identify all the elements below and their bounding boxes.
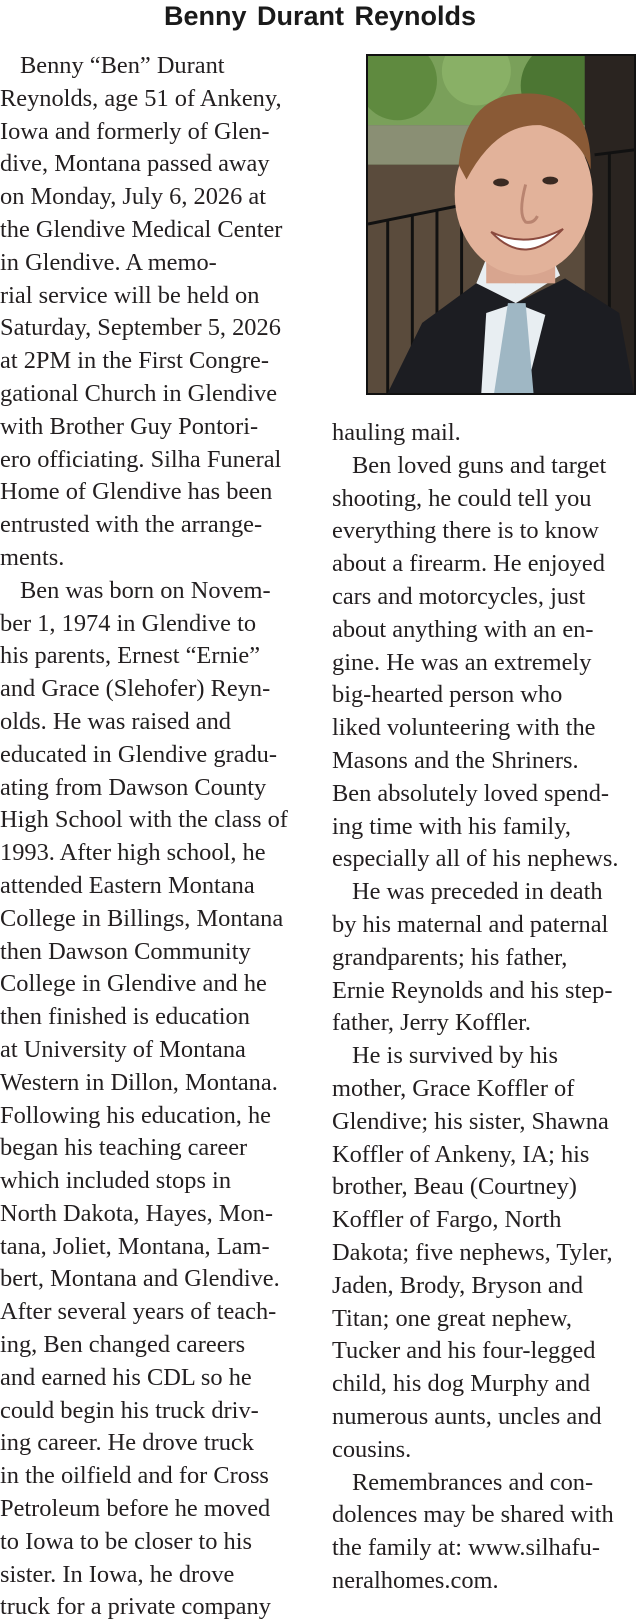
text-line: Ben absolutely loved spend- [332, 779, 610, 807]
text-line: educated in Glendive gradu- [0, 740, 277, 768]
text-line: Following his education, he [0, 1101, 271, 1129]
text-line: truck for a private company [0, 1593, 271, 1621]
text-line: especially all of his nephews. [332, 845, 619, 873]
text-line: olds. He was raised and [0, 707, 231, 735]
text-line: 1993. After high school, he [0, 839, 266, 867]
text-line: Titan; one great nephew, [332, 1304, 573, 1332]
text-line: entrusted with the arrange- [0, 511, 263, 539]
text-line: He was preceded in death [352, 878, 603, 906]
text-line: Ernie Reynolds and his step- [332, 976, 613, 1004]
text-line: ing, Ben changed careers [0, 1331, 246, 1359]
text-line: to Iowa to be closer to his [0, 1527, 252, 1555]
text-line: brother, Beau (Courtney) [332, 1173, 577, 1201]
text-line: Masons and the Shriners. [332, 746, 579, 774]
text-line: could begin his truck driv- [0, 1396, 259, 1424]
text-line: big-hearted person who [332, 681, 563, 709]
text-line: began his teaching career [0, 1134, 248, 1162]
right-column [332, 417, 619, 1598]
text-line: Jaden, Brody, Bryson and [332, 1271, 584, 1299]
text-line: Tucker and his four-legged [332, 1337, 596, 1365]
text-line: sister. In Iowa, he drove [0, 1560, 235, 1588]
text-line: cars and motorcycles, just [332, 582, 586, 610]
text-line: College in Billings, Montana [0, 904, 284, 932]
text-line: ero officiating. Silha Funeral [0, 445, 282, 473]
text-line: tana, Joliet, Montana, Lam- [0, 1232, 270, 1260]
text-line: father, Jerry Koffler. [332, 1009, 532, 1037]
text-line: ber 1, 1974 in Glendive to [0, 609, 257, 637]
text-line: Remembrances and con- [352, 1468, 594, 1496]
text-line: attended Eastern Montana [0, 871, 255, 899]
left-column [0, 50, 288, 1624]
text-line: Petroleum before he moved [0, 1495, 271, 1523]
text-line: neralhomes.com. [332, 1566, 499, 1594]
text-line: Koffler of Ankeny, IA; his [332, 1140, 590, 1168]
text-line: by his maternal and paternal [332, 910, 609, 938]
obituary-title: Benny Durant Reynolds [163, 1, 477, 31]
text-line: College in Glendive and he [0, 970, 267, 998]
text-line: cousins. [332, 1435, 412, 1463]
text-line: Western in Dillon, Montana. [0, 1068, 278, 1096]
text-line: in Glendive. A memo- [0, 248, 217, 276]
text-line: He is survived by his [352, 1042, 558, 1070]
portrait-photo-icon [368, 56, 634, 393]
text-line: hauling mail. [332, 419, 461, 446]
text-line: with Brother Guy Pontori- [0, 412, 259, 440]
text-line: gine. He was an extremely [332, 648, 592, 676]
text-line: which included stops in [0, 1167, 232, 1195]
text-line: ing career. He drove truck [0, 1429, 254, 1457]
text-line: and earned his CDL so he [0, 1363, 252, 1391]
text-line: High School with the class of [0, 806, 288, 834]
text-line: liked volunteering with the [332, 714, 596, 742]
text-line: and Grace (Slehofer) Reyn- [0, 675, 271, 703]
text-line: dive, Montana passed away [0, 150, 270, 178]
text-line: Dakota; five nephews, Tyler, [332, 1238, 613, 1266]
text-line: rial service will be held on [0, 281, 260, 309]
text-line: child, his dog Murphy and [332, 1370, 591, 1398]
text-line: on Monday, July 6, 2026 at [0, 183, 267, 211]
text-line: Ben loved guns and target [352, 451, 607, 479]
text-line: about anything with an en- [332, 615, 594, 643]
text-line: Glendive; his sister, Shawna [332, 1107, 609, 1135]
text-line: at University of Montana [0, 1035, 246, 1063]
text-line: ating from Dawson County [0, 773, 267, 801]
text-line: grandparents; his father, [332, 943, 568, 971]
text-line: then Dawson Community [0, 937, 251, 965]
text-line: dolences may be shared with [332, 1501, 614, 1529]
text-line: everything there is to know [332, 517, 599, 545]
text-line: gational Church in Glendive [0, 379, 278, 407]
text-line: at 2PM in the First Congre- [0, 347, 269, 375]
text-line: mother, Grace Koffler of [332, 1074, 575, 1102]
text-line: his parents, Ernest “Ernie” [0, 642, 261, 670]
portrait-photo [366, 54, 636, 395]
text-line: the Glendive Medical Center [0, 215, 283, 243]
text-line: Saturday, September 5, 2026 [0, 314, 281, 342]
text-line: ments. [0, 543, 65, 571]
text-line: ing time with his family, [332, 812, 571, 840]
text-line: the family at: www.silhafu- [332, 1534, 600, 1562]
text-line: Iowa and formerly of Glen- [0, 117, 270, 145]
text-line: shooting, he could tell you [332, 484, 592, 512]
text-line: numerous aunts, uncles and [332, 1402, 602, 1430]
text-line: Ben was born on Novem- [20, 576, 271, 604]
text-line: Benny “Ben” Durant [20, 52, 225, 79]
text-line: Koffler of Fargo, North [332, 1206, 562, 1234]
text-line: North Dakota, Hayes, Mon- [0, 1199, 273, 1227]
text-line: Reynolds, age 51 of Ankeny, [0, 84, 282, 112]
text-line: in the oilfield and for Cross [0, 1462, 269, 1490]
text-line: Home of Glendive has been [0, 478, 273, 506]
text-line: After several years of teach- [0, 1298, 277, 1326]
text-line: then finished is education [0, 1003, 250, 1031]
text-line: bert, Montana and Glendive. [0, 1265, 280, 1293]
text-line: about a firearm. He enjoyed [332, 550, 605, 578]
